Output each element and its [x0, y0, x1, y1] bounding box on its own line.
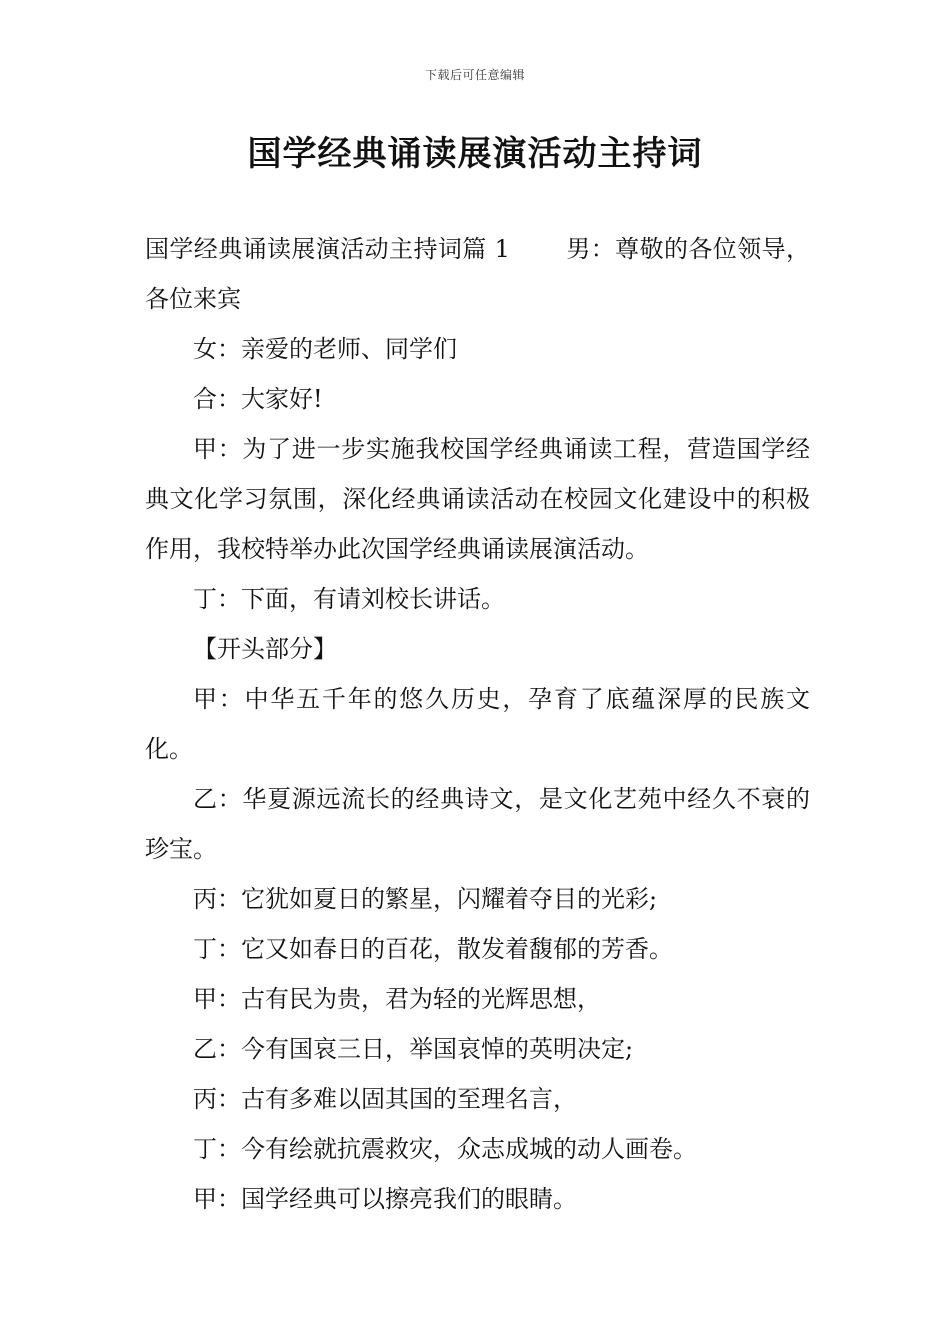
paragraph: 丙：古有多难以固其国的至理名言， — [193, 1085, 577, 1113]
paragraph: 甲：古有民为贵，君为轻的光辉思想， — [193, 985, 601, 1013]
intro-paragraph — [145, 224, 810, 324]
document-title: 国学经典诵读展演活动主持词 — [247, 134, 703, 174]
document-body — [145, 224, 810, 1224]
paragraph: 乙：华夏源远流长的经典诗文，是文化艺苑中经久不衰的珍宝。 — [145, 785, 810, 863]
paragraph: 丁：它又如春日的百花，散发着馥郁的芳香。 — [193, 935, 673, 963]
paragraph: 合：大家好! — [193, 385, 323, 413]
paragraph: 甲：国学经典可以擦亮我们的眼睛。 — [193, 1185, 577, 1213]
paragraph: 乙：今有国哀三日，举国哀悼的英明决定; — [193, 1035, 634, 1063]
intro-text: 男：尊敬的各位领导，各位来宾 — [145, 235, 811, 313]
paragraph: 甲：中华五千年的悠久历史，孕育了底蕴深厚的民族文化。 — [145, 685, 810, 763]
header-note: 下载后可任意编辑 — [424, 68, 525, 82]
paragraph: 丁：今有绘就抗震救灾，众志成城的动人画卷。 — [193, 1135, 697, 1163]
section-label: 国学经典诵读展演活动主持词篇 1 — [145, 235, 510, 263]
paragraph: 丙：它犹如夏日的繁星，闪耀着夺目的光彩; — [193, 885, 658, 913]
section-heading: 【开头部分】 — [193, 635, 337, 663]
paragraph: 女：亲爱的老师、同学们 — [193, 335, 457, 363]
paragraph: 甲：为了进一步实施我校国学经典诵读工程，营造国学经典文化学习氛围，深化经典诵读活动在校园文化建设中的积极作用，我校特举办此次国学经典诵读展演活动。 — [145, 435, 810, 563]
paragraph: 丁：下面，有请刘校长讲话。 — [193, 585, 505, 613]
